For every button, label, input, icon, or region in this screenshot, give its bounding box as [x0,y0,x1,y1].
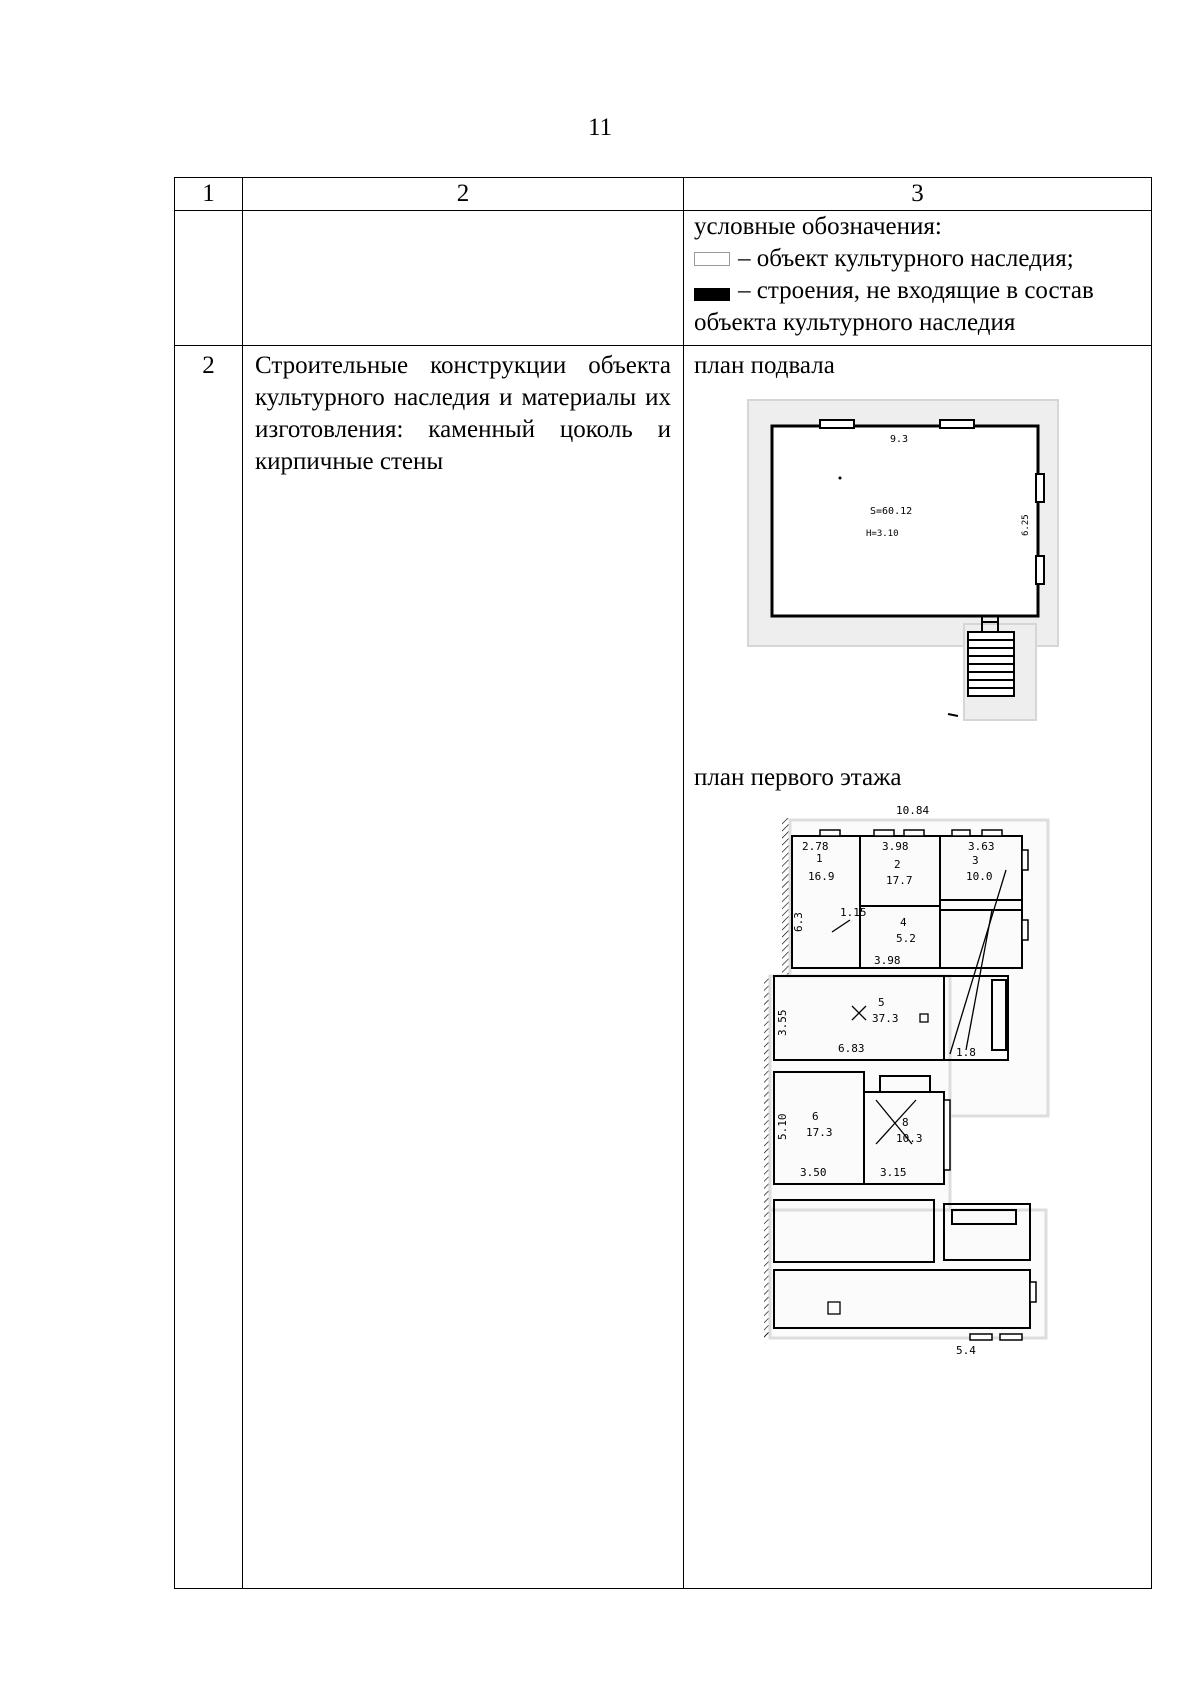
room-1-area: 16.9 [808,870,835,883]
first-floor-plan-drawing [756,800,1096,1360]
white-swatch-icon [694,252,730,266]
legend-item-other-structures-text: – строения, не входящие в состав [738,277,1094,304]
construction-description: Строительные конструкции объекта культурного наследия и материалы их изготовления: каменный цоколь и кирпичные стены [243,346,684,1589]
room-2-number: 2 [894,858,901,871]
basement-plan-drawing [742,396,1072,726]
room-4-number: 4 [900,916,907,929]
basement-top-dimension: 9.3 [890,434,909,445]
room-6-area: 17.3 [806,1126,833,1139]
room-5-number: 5 [878,996,885,1009]
basement-area-label: S=60.12 [870,506,913,517]
page-number: 11 [587,114,613,141]
legend-row-number-cell [175,211,243,346]
legend-cell [684,211,1152,346]
row-number: 2 [175,346,243,1589]
legend-row [175,211,1152,346]
basement-height-label: H=3.10 [866,529,899,539]
room-8-number: 8 [902,1116,909,1129]
dimension-label: 1.15 [840,906,867,919]
black-swatch-icon [694,288,730,301]
dimension-label: 3.98 [874,954,901,967]
legend-row-description-cell [243,211,684,346]
legend-item-heritage-text: – объект культурного наследия; [738,245,1074,272]
legend-continuation: объекта культурного наследия [694,309,1016,336]
dimension-label: 3.98 [882,840,909,853]
room-3-area: 10.0 [966,870,993,883]
column-header-3: 3 [684,178,1152,211]
column-header-2: 2 [243,178,684,211]
room-3-number: 3 [972,854,979,867]
basement-side-dimension: 6.25 [1021,514,1031,536]
plan-top-dimension: 10.84 [896,804,930,817]
dimension-label: 3.55 [776,1009,789,1036]
basement-plan-caption: план подвала [694,352,835,379]
dimension-label: 3.50 [800,1166,827,1179]
dimension-label: 3.15 [880,1166,907,1179]
room-8-area: 10.3 [896,1132,923,1145]
plans-cell [684,346,1152,1589]
legend-item-heritage [694,243,1141,275]
legend-item-other-structures [694,275,1141,307]
first-floor-plan-caption: план первого этажа [694,764,902,791]
dimension-label: 2.78 [802,840,829,853]
column-header-1: 1 [175,178,243,211]
room-5-area: 37.3 [872,1012,899,1025]
dimension-label: 3.63 [968,840,995,853]
room-1-number: 1 [816,852,823,865]
legend-title: условные обозначения: [694,213,942,240]
dimension-label: 6.83 [838,1042,865,1055]
dimension-label: 6.3 [792,912,805,932]
document-table [174,177,1152,1589]
room-4-area: 5.2 [896,932,916,945]
table-row-2 [175,346,1152,1589]
room-6-number: 6 [812,1110,819,1123]
table-header-row [175,178,1152,211]
plan-bottom-dimension: 5.4 [956,1344,976,1357]
room-2-area: 17.7 [886,874,913,887]
dimension-label: 5.10 [776,1113,789,1140]
dimension-label: 1.8 [956,1046,976,1059]
